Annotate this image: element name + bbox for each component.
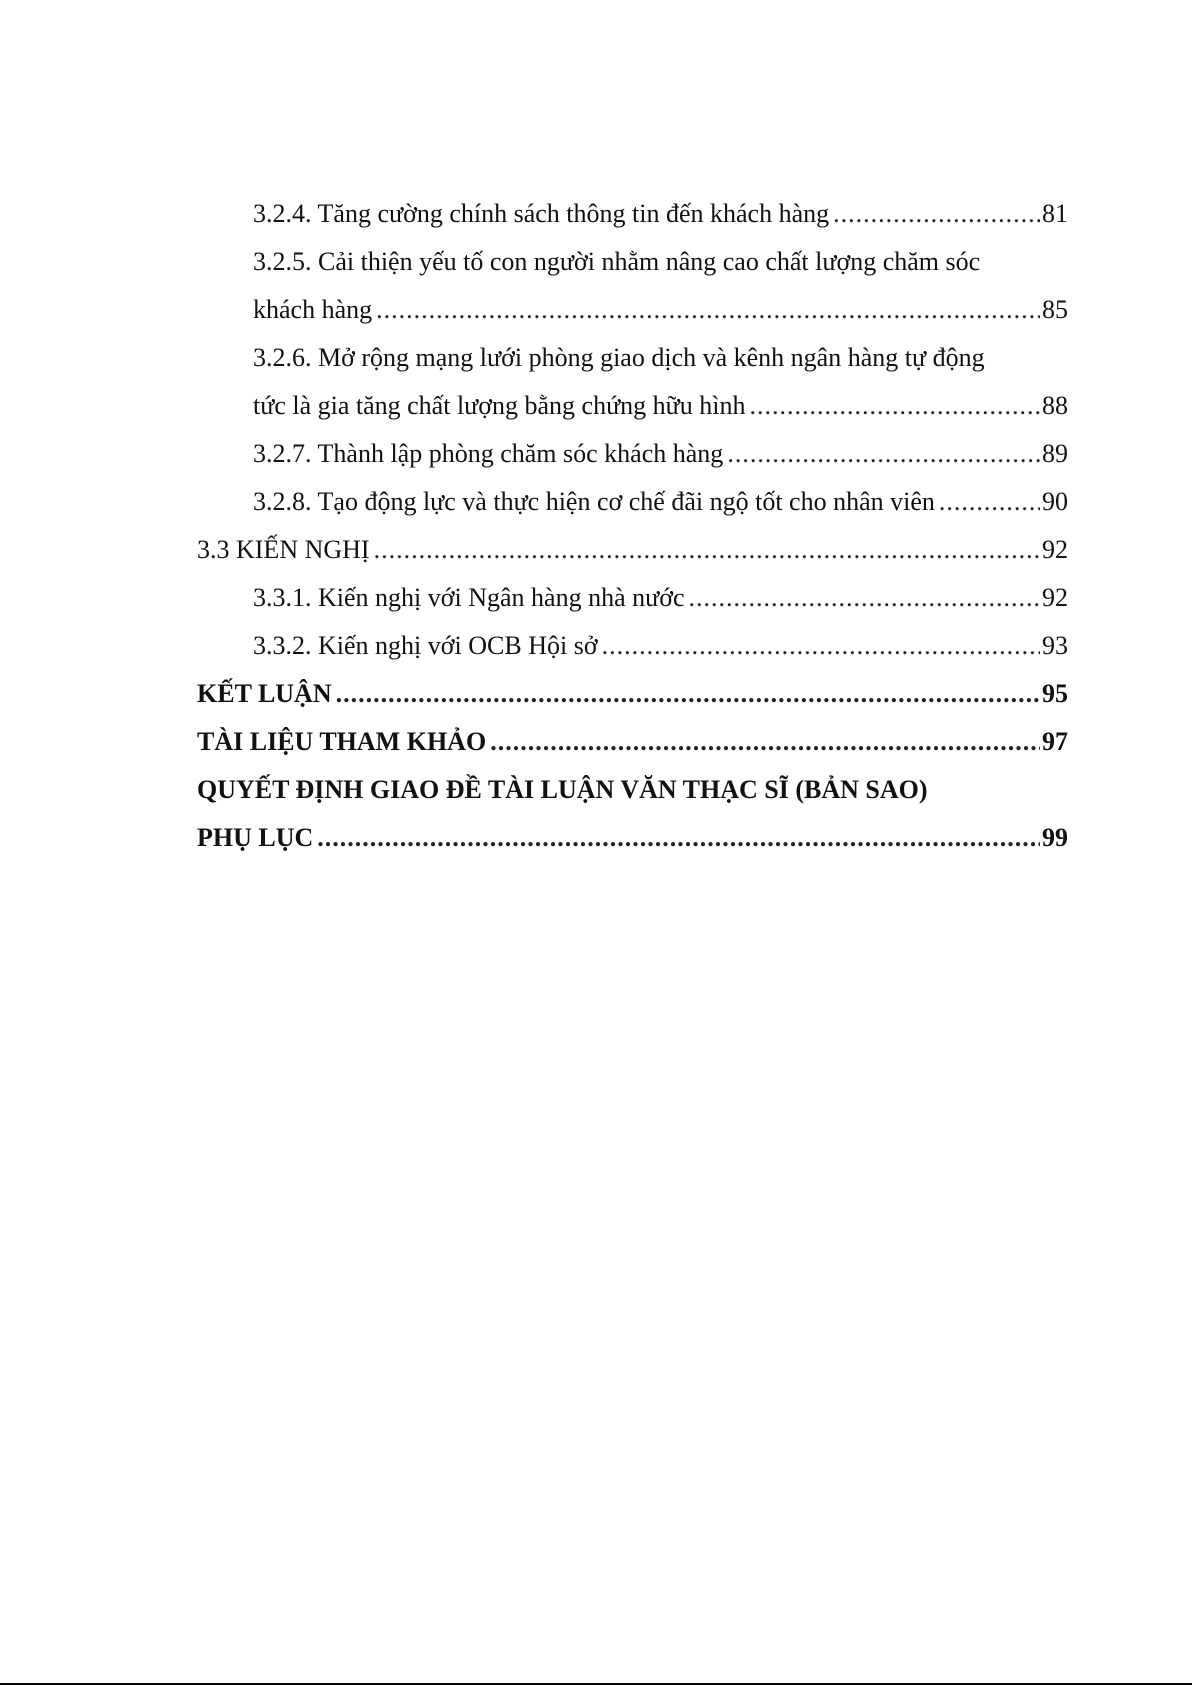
toc-entry-title: 3.3.1. Kiến nghị với Ngân hàng nhà nước [253,583,685,612]
toc-entry-title: 3.3.2. Kiến nghị với OCB Hội sở [253,631,598,660]
dot-leader [374,526,1040,574]
toc-entry-page: 95 [1042,679,1068,708]
toc-entry-3-2-5-line-2[interactable] [197,286,1068,334]
toc-entry-title: tức là gia tăng chất lượng bằng chứng hữu hình [253,391,746,420]
toc-entry-title: KẾT LUẬN [197,679,332,708]
toc-entry-title-first-line: 3.2.5. Cải thiện yếu tố con người nhằm nâng cao chất lượng chăm sóc [253,247,981,276]
toc-entry-3-2-6-line-2[interactable] [197,382,1068,430]
toc-entry-3-3-2[interactable] [197,622,1068,670]
toc-entry-page: 93 [1042,631,1068,660]
dot-leader [689,574,1040,622]
toc-entry-title: 3.2.7. Thành lập phòng chăm sóc khách hàng [253,439,724,468]
toc-entry-appendix[interactable] [197,814,1068,862]
toc-entry-title: 3.2.4. Tăng cường chính sách thông tin đến khách hàng [253,199,830,228]
toc-entry-3-2-5-line-1[interactable] [197,238,1068,286]
toc-entry-title: PHỤ LỤC [197,823,314,852]
toc-entry-conclusion[interactable] [197,670,1068,718]
toc-entry-3-3-1[interactable] [197,574,1068,622]
toc-entry-page: 81 [1042,199,1068,228]
dot-leader [602,622,1040,670]
dot-leader [490,718,1040,766]
toc-entry-page: 88 [1042,391,1068,420]
toc-entry-references[interactable] [197,718,1068,766]
toc-entry-title: QUYẾT ĐỊNH GIAO ĐỀ TÀI LUẬN VĂN THẠC SĨ (BẢN SAO) [197,775,928,804]
toc-entry-3-3[interactable] [197,526,1068,574]
toc-entry-title: TÀI LIỆU THAM KHẢO [197,727,487,756]
dot-leader [336,670,1040,718]
toc-entry-page: 92 [1042,535,1068,564]
dot-leader [376,286,1040,334]
toc-entry-title: 3.3 KIẾN NGHỊ [197,535,370,564]
dot-leader [317,814,1040,862]
toc-entry-3-2-8[interactable] [197,478,1068,526]
toc-entry-title-first-line: 3.2.6. Mở rộng mạng lưới phòng giao dịch và kênh ngân hàng tự động [253,343,985,372]
toc-entry-3-2-4[interactable] [197,190,1068,238]
dot-leader [939,478,1040,526]
toc-entry-page: 97 [1042,727,1068,756]
toc-entry-page: 89 [1042,439,1068,468]
toc-entry-title: 3.2.8. Tạo động lực và thực hiện cơ chế đãi ngộ tốt cho nhân viên [253,487,935,516]
toc-entry-thesis-decision[interactable] [197,766,1068,814]
toc-entry-title: khách hàng [253,295,373,324]
toc-entry-page: 90 [1042,487,1068,516]
toc-entry-3-2-6-line-1[interactable] [197,334,1068,382]
dot-leader [727,430,1040,478]
dot-leader [750,382,1040,430]
toc-entry-page: 85 [1042,295,1068,324]
toc-entry-page: 99 [1042,823,1068,852]
toc-entry-3-2-7[interactable] [197,430,1068,478]
toc-entry-page: 92 [1042,583,1068,612]
table-of-contents [197,190,1068,862]
dot-leader [833,190,1040,238]
